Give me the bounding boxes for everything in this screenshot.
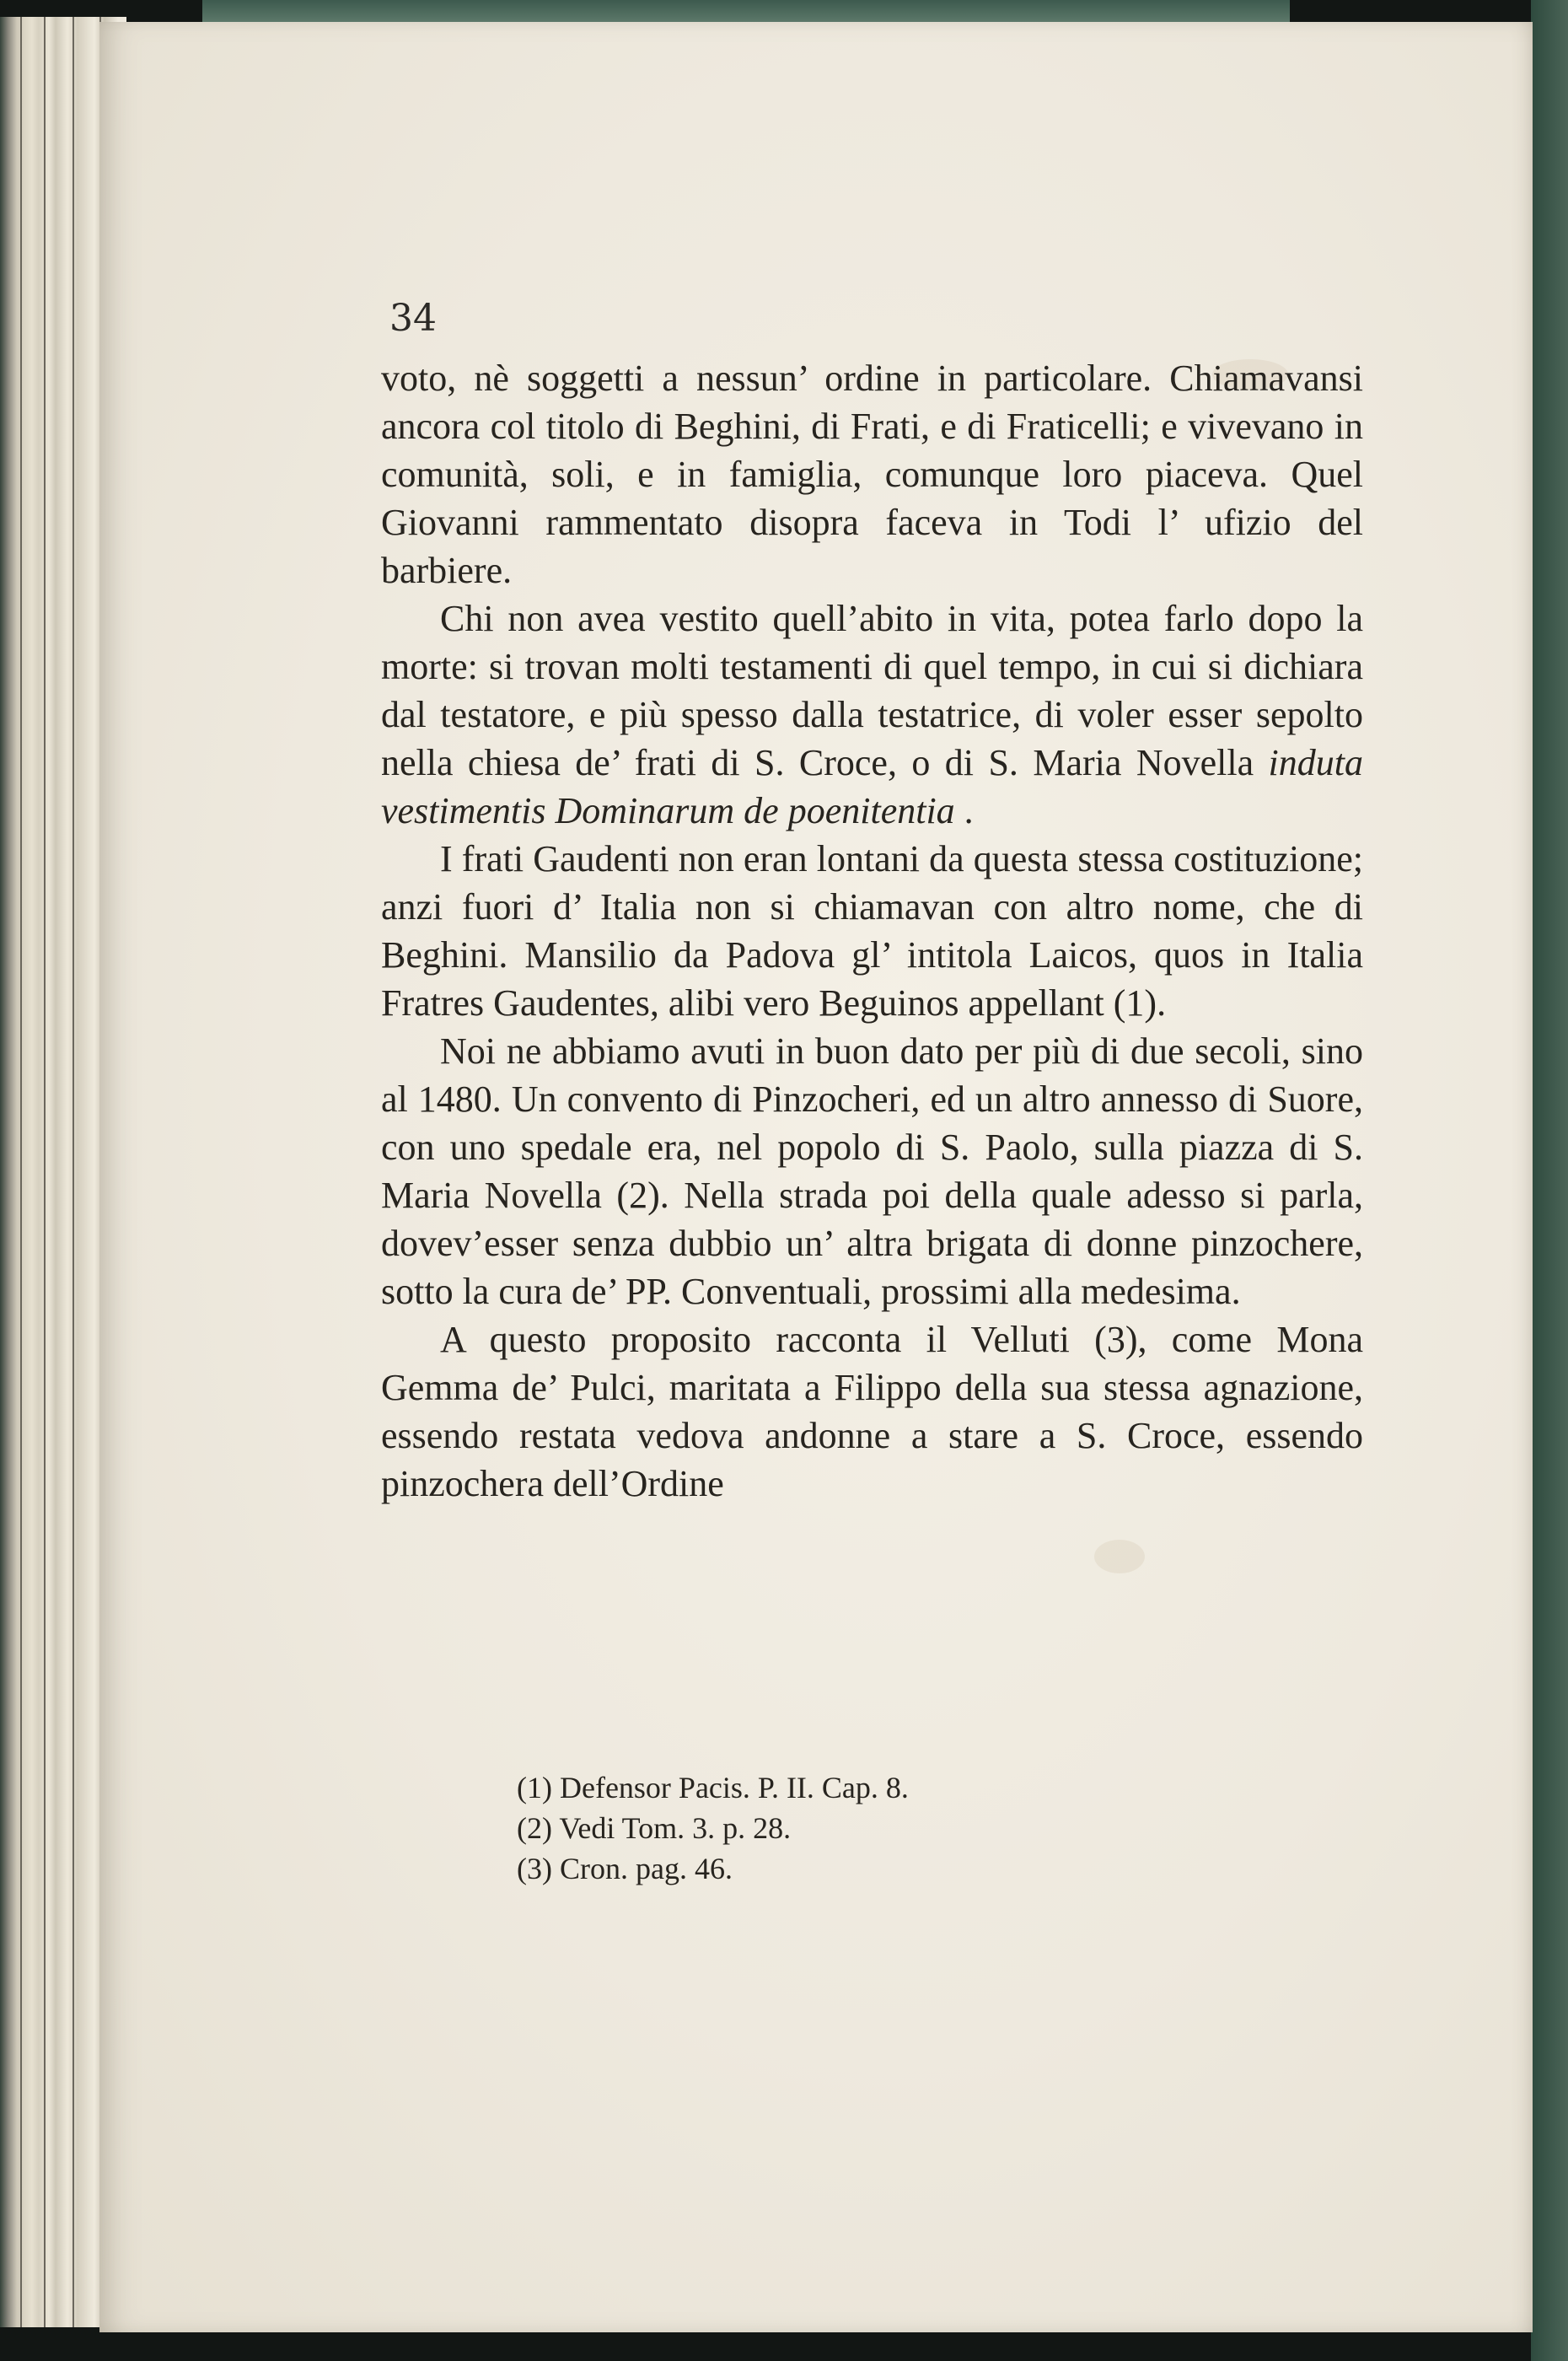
paragraph-text: Noi ne abbiamo avuti in buon dato per più di due secoli, sino al 1480. Un convento di Pinzocheri, ed un altro annesso di Suore, con uno spedale era, nel popolo di S. Paolo, sulla piazza di S. Maria Novella (2). Nella strada poi della quale adesso si parla, dovev’esser senza dubbio un’ altra brigata di donne pinzochere, sotto la cura de’ PP. Conventuali, prossimi alla medesima. — [381, 1030, 1363, 1312]
paragraph — [381, 1027, 1363, 1315]
paragraph-text: Chi non avea vestito quell’abito in vita, potea farlo dopo la morte: si trovan molti testamenti di quel tempo, in cui si dichiara dal testatore, e più spesso dalla testatrice, di voler esser sepolto nella chiesa de’ frati di S. Croce, o di S. Maria Novella — [381, 598, 1363, 783]
paragraph-text: voto, nè soggetti a nessun’ ordine in particolare. Chiamavansi ancora col titolo di Beghini, di Frati, e di Fraticelli; e vivevano in comunità, soli, e in famiglia, comunque loro piaceva. Quel Giovanni rammentato disopra faceva in Todi l’ ufizio del barbiere. — [381, 358, 1363, 591]
page-number: 34 — [389, 297, 437, 340]
paragraph — [381, 354, 1363, 594]
footnote: (2) Vedi Tom. 3. p. 28. — [517, 1811, 792, 1845]
italic-latin-phrase: induta vestimentis Dominarum de poenitentia — [381, 742, 1363, 831]
body-text — [381, 354, 1363, 1508]
footnote: (3) Cron. pag. 46. — [517, 1852, 733, 1885]
paragraph — [381, 594, 1363, 835]
paragraph-text: A questo proposito racconta il Velluti (3), come Mona Gemma de’ Pulci, maritata a Filippo della sua stessa agnazione, essendo restata vedova andonne a stare a S. Croce, essendo pinzochera dell’Ordine — [381, 1319, 1363, 1504]
paragraph-text: . — [954, 790, 974, 831]
footnotes — [517, 1767, 909, 1889]
paragraph — [381, 835, 1363, 1027]
paragraph-text: I frati Gaudenti non eran lontani da questa stessa costituzione; anzi fuori d’ Italia non si chiamavan con altro nome, che di Beghini. Mansilio da Padova gl’ intitola Laicos, quos in Italia Fratres Gaudentes, alibi vero Beguinos appellant (1). — [381, 838, 1363, 1024]
paragraph — [381, 1315, 1363, 1508]
book-cover-right-edge — [1531, 0, 1568, 2361]
footnote: (1) Defensor Pacis. P. II. Cap. 8. — [517, 1771, 909, 1804]
